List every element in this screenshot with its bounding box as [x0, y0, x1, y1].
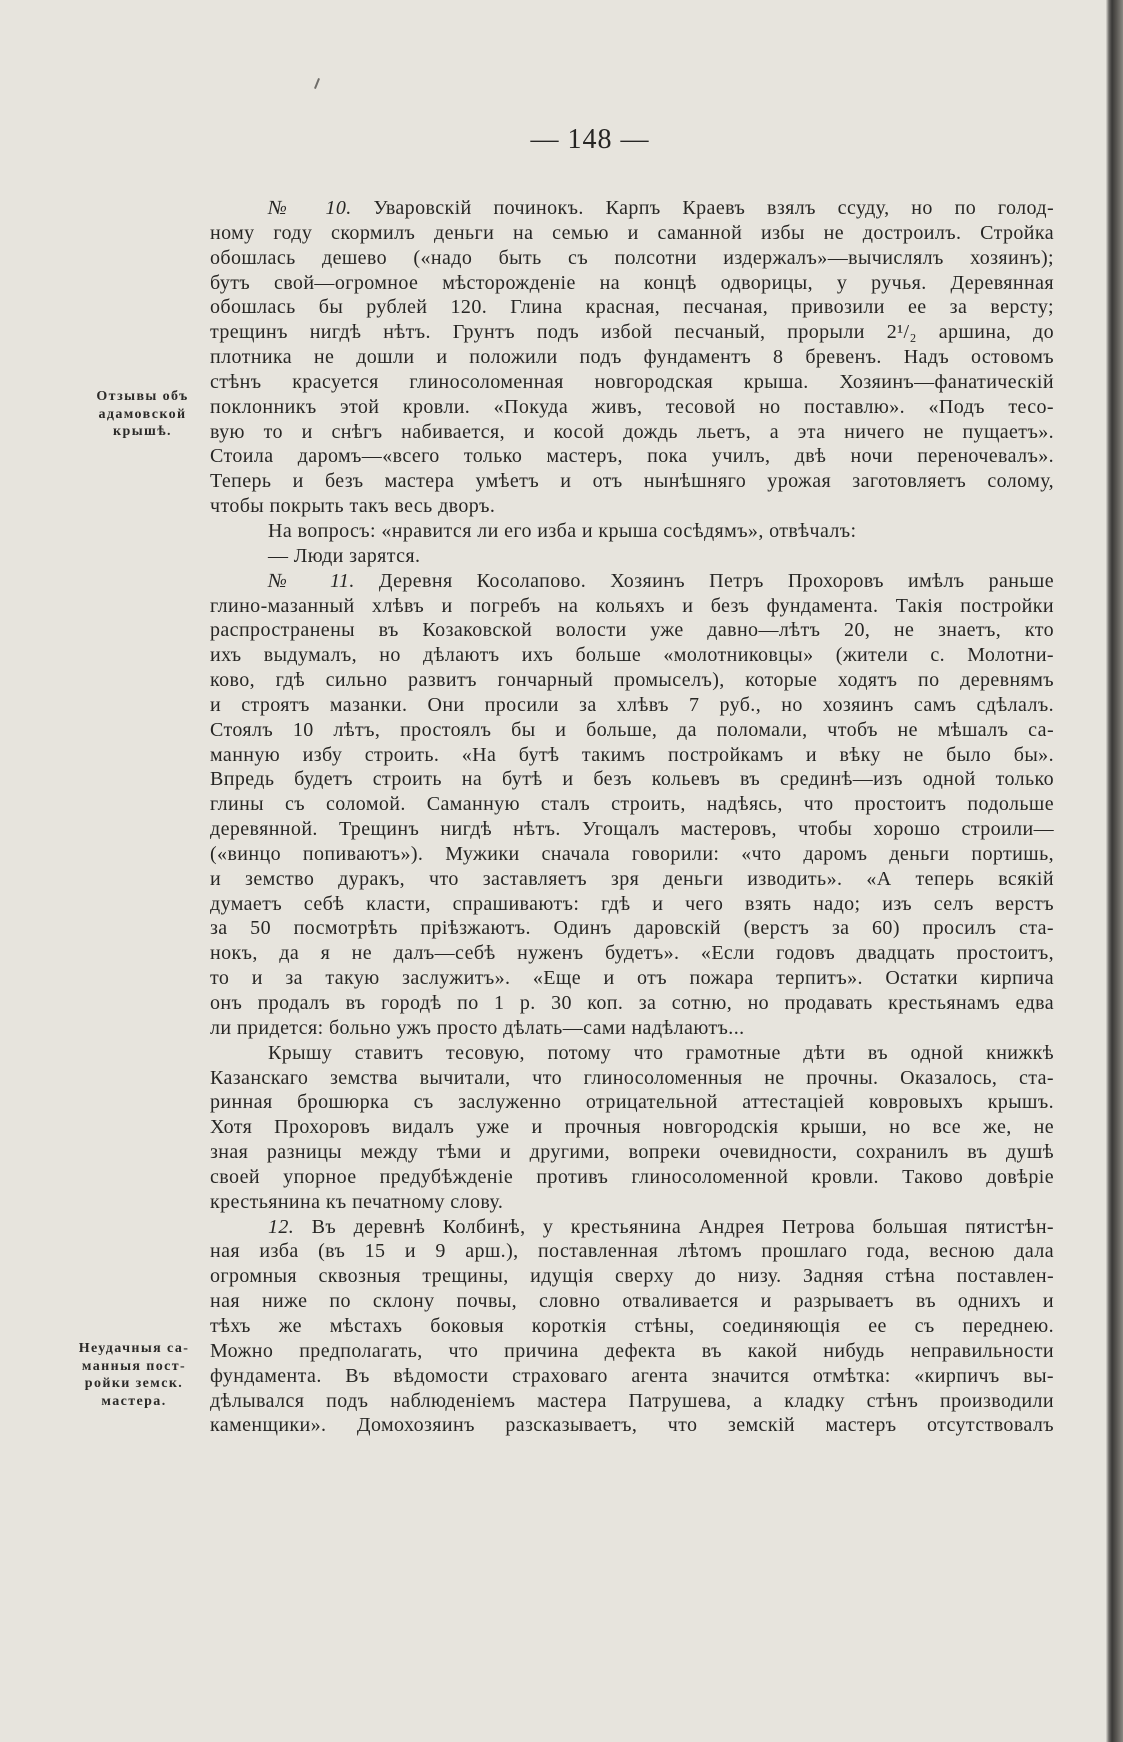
text-line	[210, 991, 1054, 1016]
text-line	[210, 1364, 1054, 1389]
line-text: крестьянина къ печатному слову.	[210, 1190, 504, 1213]
margin-note-line: манныя пост-	[81, 1358, 187, 1374]
line-text: ная ниже по склону почвы, словно отваливается и разрываетъ въ однихъ и	[210, 1290, 1054, 1313]
line-text: каменщики». Домохозяинъ разсказываетъ, что земскій мастеръ отсутствовалъ	[210, 1414, 1054, 1437]
text-line	[210, 892, 1054, 917]
line-text: манную избу строить. «На бутѣ такимъ постройкамъ и вѣку не было бы».	[210, 743, 1054, 766]
line-text: глины съ соломой. Саманную сталъ строить, надѣясь, что простоитъ подольше	[210, 793, 1054, 816]
text-line	[210, 718, 1054, 743]
entry-number: 12.	[268, 1215, 295, 1238]
ink-mark	[314, 78, 320, 89]
line-text: за 50 посмотрѣть пріѣзжаютъ. Одинъ даровскій (верстъ за 60) просилъ ста-	[210, 917, 1054, 940]
paragraph	[210, 544, 1054, 569]
line-text: онъ продалъ въ городѣ по 1 р. 30 коп. за сотню, но продавать крестьянамъ едва	[210, 992, 1054, 1014]
text-line	[210, 817, 1054, 842]
line-text: и строятъ мазанки. Они просили за хлѣвъ 7 руб., но хозяинъ самъ сдѣлалъ.	[210, 693, 1054, 716]
text-line	[210, 693, 1054, 718]
text-line	[210, 618, 1054, 643]
line-text: плотника не дошли и положили подъ фундаментъ 8 бревенъ. Надъ остовомъ	[210, 346, 1054, 369]
text-line	[210, 1314, 1054, 1339]
line-text: бутъ свой—огромное мѣсторожденіе на концѣ одворицы, у ручья. Деревянная	[210, 271, 1054, 294]
line-text: Деревня Косолапово. Хозяинъ Петръ Прохоровъ имѣлъ раньше	[378, 569, 1054, 592]
line-text: — Люди зарятся.	[268, 544, 421, 567]
line-text: фундамента. Въ вѣдомости страховаго агента значится отмѣтка: «кирпичъ вы-	[210, 1364, 1054, 1387]
line-text: вую то и снѣгъ набивается, и косой дождь льетъ, а эта ничего не пущаетъ».	[210, 420, 1054, 443]
line-text: нокъ, да я не далъ—себѣ нуженъ будетъ». «Если годовъ двадцать простоитъ,	[210, 942, 1054, 965]
paragraph	[210, 1215, 1054, 1439]
line-text: Крышу ставитъ тесовую, потому что грамотные дѣти въ одной книжкѣ	[268, 1041, 1054, 1064]
text-line	[210, 1289, 1054, 1314]
page-number: — 148 —	[530, 124, 650, 155]
line-text: ли придется: больно ужъ просто дѣлать—сами надѣлаютъ...	[210, 1016, 745, 1039]
paragraph	[210, 569, 1054, 1041]
text-line	[210, 420, 1054, 445]
text-line	[210, 494, 1054, 519]
margin-note-line: адамовской	[98, 406, 187, 422]
text-line	[210, 1413, 1054, 1438]
text-line	[210, 792, 1054, 817]
line-text: Уваровскій починокъ. Карпъ Краевъ взялъ ссуду, но по голод-	[373, 197, 1054, 219]
entry-number: № 11.	[268, 569, 355, 592]
text-line	[210, 196, 1054, 221]
body-text	[210, 196, 1054, 1438]
margin-note-line: ройки земск.	[84, 1376, 184, 1391]
line-text: глино-мазанный хлѣвъ и погребъ на кольяхъ и безъ фундамента. Такія постройки	[210, 594, 1054, 617]
line-text: и земство дуракъ, что заставляетъ зря деньги изводить». «А теперь всякій	[210, 867, 1054, 890]
line-text: Въ деревнѣ Колбинѣ, у крестьянина Андрея Петрова большая пятистѣн-	[311, 1215, 1054, 1238]
text-line	[210, 743, 1054, 768]
line-text: обошлась бы рублей 120. Глина красная, песчаная, привозили ее за версту;	[210, 296, 1054, 319]
line-text: ринная брошюрка съ заслуженно отрицательной аттестаціей ковровыхъ крышъ.	[210, 1091, 1054, 1114]
text-line	[210, 345, 1054, 370]
line-text: ихъ выдумалъ, но дѣлаютъ ихъ больше «молотниковцы» (жители с. Молотни-	[210, 644, 1054, 667]
line-text: ному году скормилъ деньги на семью и саманной избы не достроилъ. Стройка	[210, 221, 1054, 244]
line-text: Стоялъ 10 лѣтъ, простоялъ бы и больше, да поломали, чтобъ не мѣшалъ са-	[210, 718, 1054, 741]
entry-number: № 10.	[268, 197, 352, 219]
text-line	[210, 1140, 1054, 1165]
text-line	[210, 519, 1054, 544]
line-text: ково, гдѣ сильно развитъ гончарный промыселъ), которые ходятъ по деревнямъ	[210, 669, 1054, 692]
margin-note	[80, 388, 205, 441]
line-text: Стоила даромъ—«всего только мастеръ, пока училъ, двѣ ночи переночевалъ».	[210, 445, 1054, 468]
text-line	[210, 668, 1054, 693]
text-line	[210, 1389, 1054, 1414]
text-line	[210, 643, 1054, 668]
text-line	[210, 916, 1054, 941]
text-line	[210, 271, 1054, 296]
line-text: своей упорное предубѣжденіе противъ глиносоломенной кровли. Таково довѣріе	[210, 1165, 1054, 1188]
text-line	[210, 246, 1054, 271]
text-line	[210, 395, 1054, 420]
text-line	[210, 544, 1054, 569]
margin-note-line: Неудачныя са-	[78, 1341, 190, 1356]
text-line	[210, 295, 1054, 320]
line-text: зная разницы между тѣми и другими, вопреки очевидности, сохранилъ въ душѣ	[210, 1141, 1054, 1164]
text-line	[210, 842, 1054, 867]
text-line	[210, 966, 1054, 991]
line-text: трещинъ нигдѣ нѣтъ. Грунтъ подъ избой песчаный, прорыли 2¹/₂ аршина, до	[210, 321, 1054, 344]
line-text: обошлась дешево («надо быть съ полсотни издержалъ»—вычислялъ хозяинъ);	[210, 246, 1054, 269]
text-line	[210, 221, 1054, 246]
line-text: огромныя сквозныя трещины, идущія сверху до низу. Задняя стѣна поставлен-	[210, 1265, 1054, 1288]
line-text: распространены въ Козаковской волости уже давно—лѣтъ 20, не знаетъ, кто	[210, 619, 1054, 642]
text-line	[210, 1090, 1054, 1115]
text-line	[210, 867, 1054, 892]
line-text: чтобы покрыть такъ весь дворъ.	[210, 495, 496, 518]
margin-note-line: мастера.	[101, 1393, 167, 1409]
line-text: стѣнъ красуется глиносоломенная новгородская крыша. Хозяинъ—фанатическій	[210, 370, 1054, 393]
line-text: Можно предполагать, что причина дефекта въ какой нибудь неправильности	[210, 1339, 1054, 1362]
margin-note	[55, 1340, 213, 1410]
paragraph	[210, 196, 1054, 519]
text-line	[210, 1066, 1054, 1091]
line-text: дѣлывался подъ наблюденіемъ мастера Патрушева, а кладку стѣнъ производили	[210, 1389, 1054, 1412]
line-text: На вопросъ: «нравится ли его изба и крыша сосѣдямъ», отвѣчалъ:	[268, 519, 857, 542]
text-line	[210, 1190, 1054, 1215]
line-text: Хотя Прохоровъ видалъ уже и прочныя новгородскія крыши, но все же, не	[210, 1116, 1054, 1139]
text-line	[210, 941, 1054, 966]
line-text: то и за такую заслужитъ». «Еще и отъ пожара терпитъ». Остатки кирпича	[210, 967, 1054, 990]
margin-note-line: крышѣ.	[113, 424, 172, 439]
text-line	[210, 767, 1054, 792]
line-text: ная изба (въ 15 и 9 арш.), поставленная лѣтомъ прошлаго года, весною дала	[210, 1240, 1054, 1263]
text-line	[210, 1041, 1054, 1066]
text-line	[210, 1339, 1054, 1364]
line-text: поклонникъ этой кровли. «Покуда живъ, тесовой но поставлю». «Подъ тесо-	[210, 395, 1054, 418]
line-text: Впредь будетъ строить на бутѣ и безъ кольевъ въ срединѣ—изъ одной только	[210, 768, 1054, 791]
text-line	[210, 1115, 1054, 1140]
line-text: Казанскаго земства вычитали, что глиносоломенныя не прочны. Оказалось, ста-	[210, 1066, 1054, 1089]
paragraph	[210, 519, 1054, 544]
page-edge	[1106, 0, 1123, 1742]
margin-note-line: Отзывы объ	[96, 389, 189, 404]
text-line	[210, 444, 1054, 469]
line-text: деревянной. Трещинъ нигдѣ нѣтъ. Угощалъ мастеровъ, чтобы хорошо строили—	[210, 818, 1054, 841]
text-line	[210, 1264, 1054, 1289]
line-text: думаетъ себѣ класти, спрашиваютъ: гдѣ и чего взять надо; изъ селъ верстъ	[210, 892, 1054, 915]
text-line	[210, 469, 1054, 494]
text-line	[210, 320, 1054, 345]
text-line	[210, 1016, 1054, 1041]
text-line	[210, 1215, 1054, 1240]
text-line	[210, 594, 1054, 619]
text-line	[210, 569, 1054, 594]
line-text: тѣхъ же мѣстахъ боковыя короткія стѣны, соединяющія ее съ переднею.	[210, 1314, 1054, 1337]
paragraph	[210, 1041, 1054, 1215]
line-text: («винцо попиваютъ»). Мужики сначала говорили: «что даромъ деньги портишь,	[210, 842, 1054, 865]
text-line	[210, 1239, 1054, 1264]
line-text: Теперь и безъ мастера умѣетъ и отъ нынѣшняго урожая заготовляетъ солому,	[210, 470, 1054, 493]
text-line	[210, 1165, 1054, 1190]
text-line	[210, 370, 1054, 395]
